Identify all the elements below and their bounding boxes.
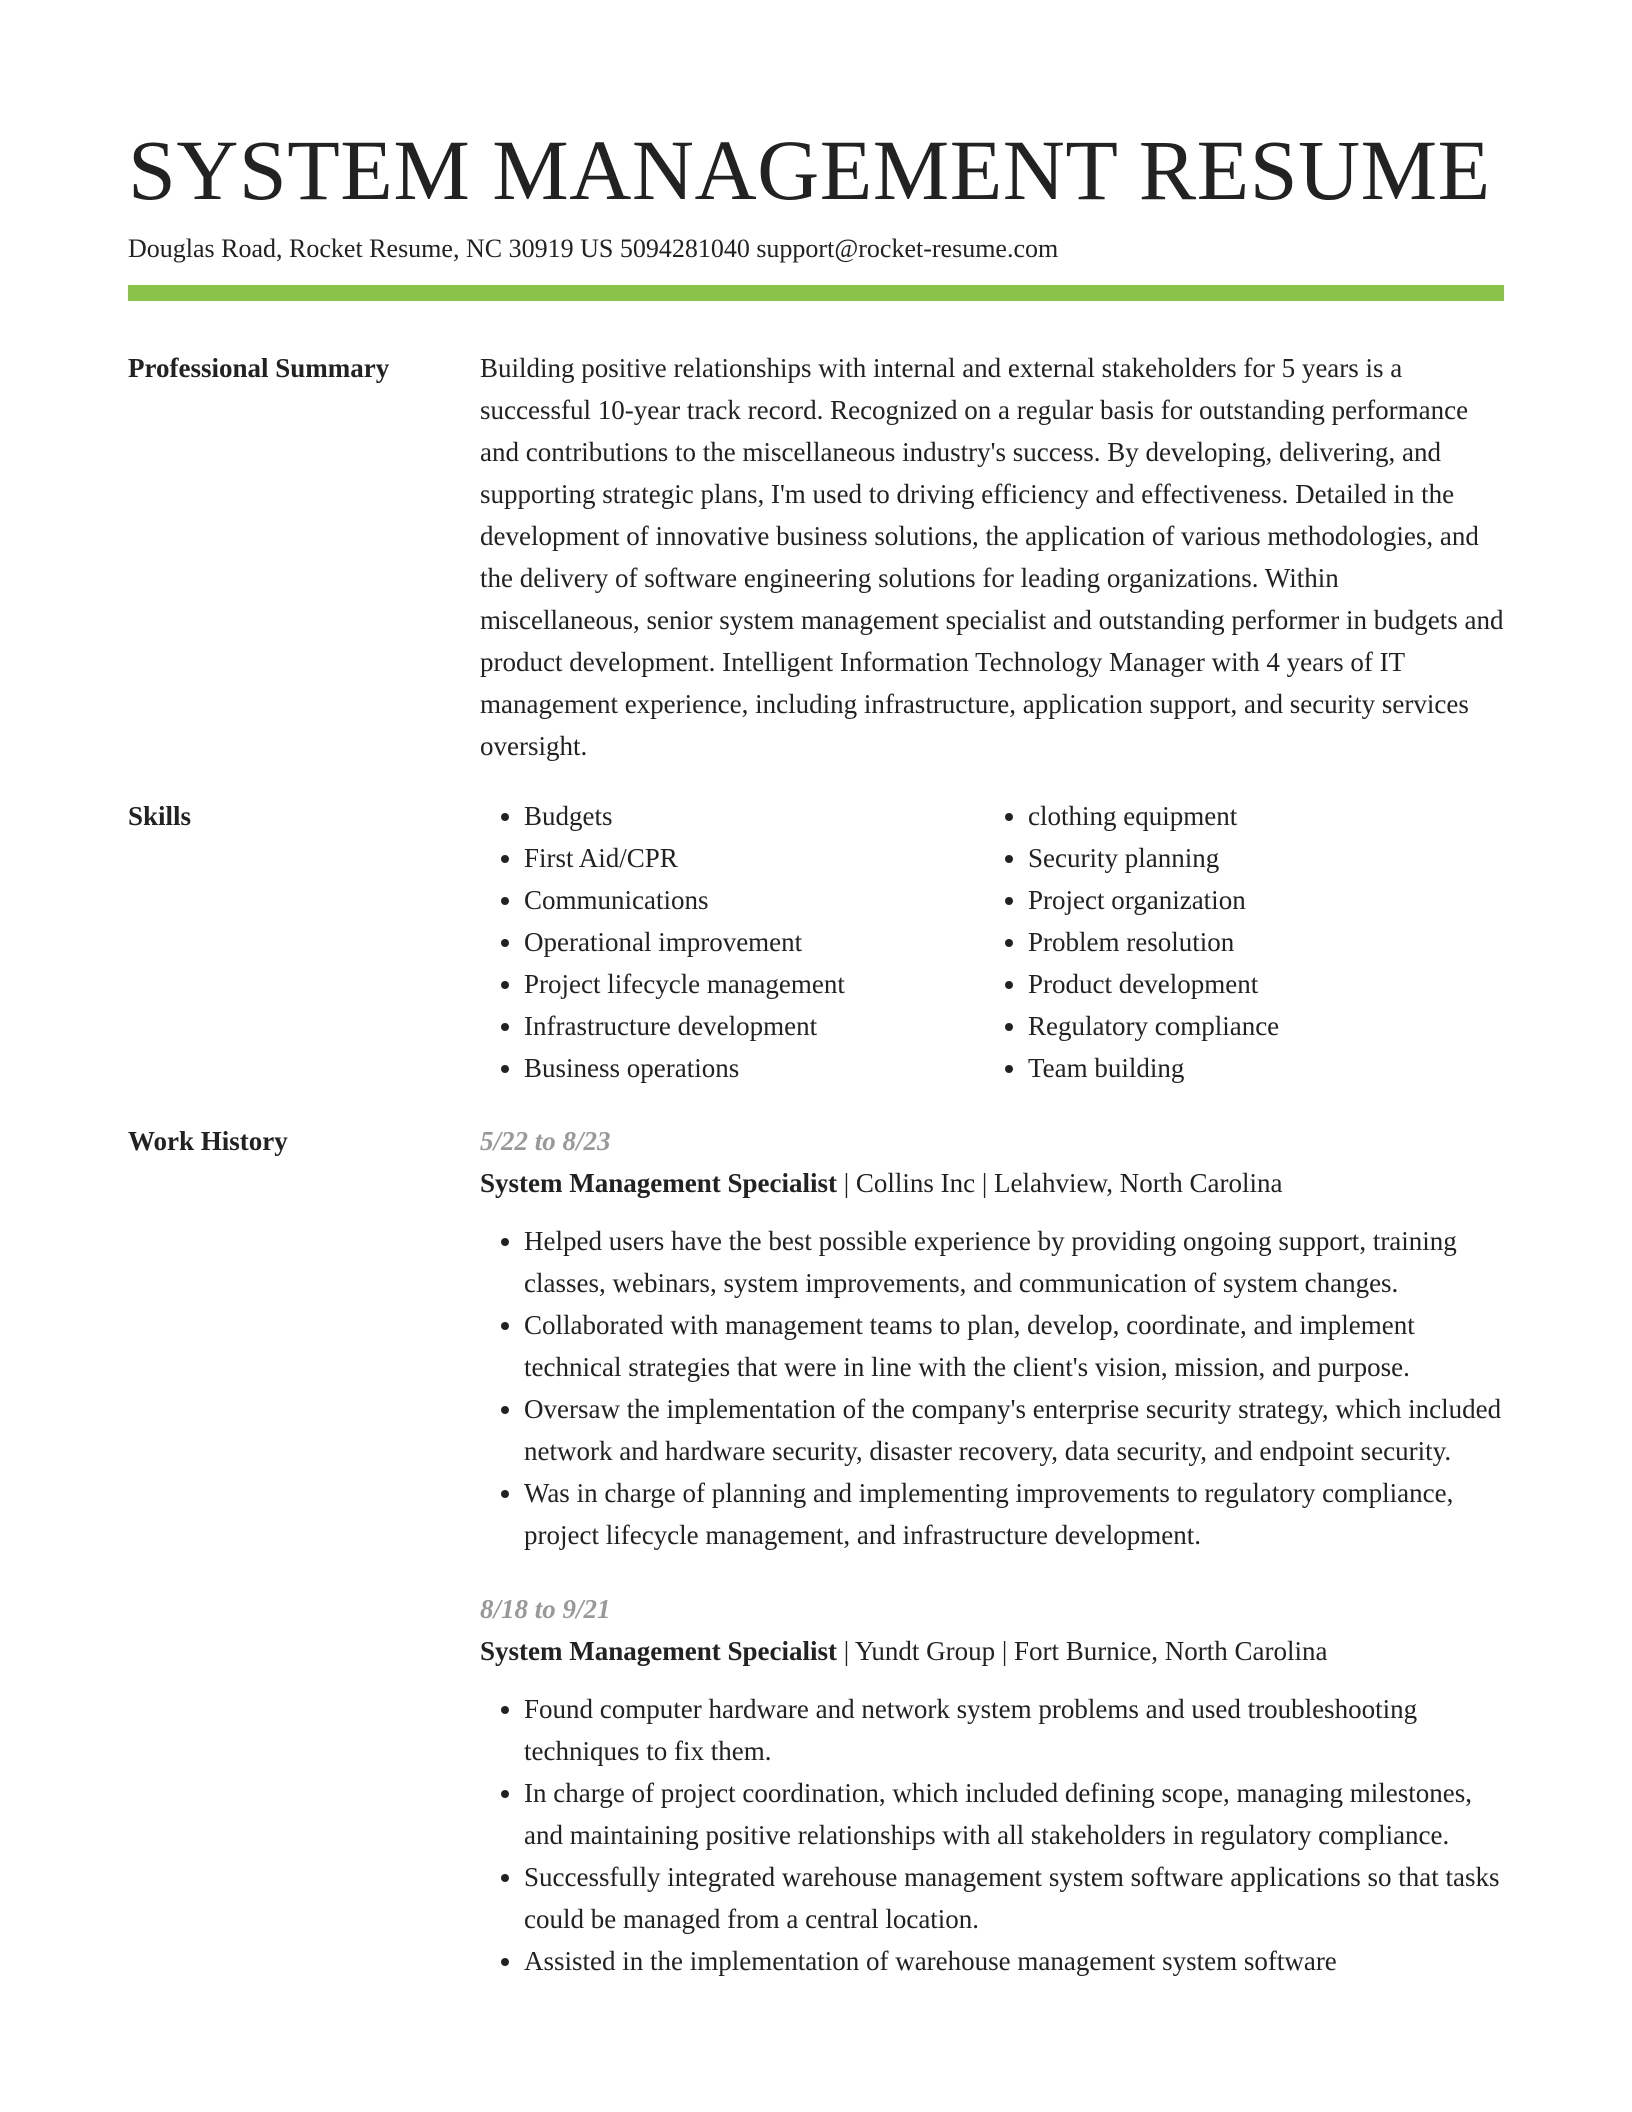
job-separator: | (836, 1168, 856, 1198)
skill-item: • clothing equipment (1028, 795, 1488, 837)
skills-list-left (480, 795, 984, 1089)
skill-item: • Infrastructure development (524, 1005, 984, 1047)
job-location: Lelahview, North Carolina (994, 1168, 1283, 1198)
skill-item: • Business operations (524, 1047, 984, 1089)
job-separator: | (975, 1168, 995, 1198)
job-company: Yundt Group (854, 1636, 996, 1666)
summary-label: Professional Summary (128, 353, 390, 383)
skill-item: • Project organization (1028, 879, 1488, 921)
job-separator: | (995, 1636, 1015, 1666)
job-entry (480, 1588, 1504, 1982)
contact-email: support@rocket-resume.com (756, 234, 1059, 263)
work-history-label: Work History (128, 1126, 288, 1156)
job-bullet: • Found computer hardware and network system problems and used troubleshooting techniques to fix them. (524, 1688, 1504, 1772)
skill-item: • Product development (1028, 963, 1488, 1005)
job-title: System Management Specialist (480, 1636, 837, 1666)
job-entry (480, 1120, 1504, 1556)
skills-section (128, 795, 1504, 1095)
skill-item: • Problem resolution (1028, 921, 1488, 963)
work-history-body (480, 1120, 1504, 1982)
skill-item: • Budgets (524, 795, 984, 837)
job-dates: 5/22 to 8/23 (480, 1126, 611, 1156)
contact-phone: 5094281040 (619, 234, 750, 263)
skill-item: • Project lifecycle management (524, 963, 984, 1005)
job-separator: | (836, 1636, 855, 1666)
resume-title: SYSTEM MANAGEMENT RESUME (128, 122, 1491, 218)
job-heading (480, 1630, 1504, 1672)
job-bullet: • Helped users have the best possible experience by providing ongoing support, training classes, webinars, system improvements, and communication of system changes. (524, 1220, 1504, 1304)
skill-item: • Security planning (1028, 837, 1488, 879)
skill-item: • Operational improvement (524, 921, 984, 963)
skills-body (480, 795, 1504, 1089)
summary-text: Building positive relationships with internal and external stakeholders for 5 years is a successful 10-year track record. Recognized on a regular basis for outstanding performance and contributions to the miscellaneous industry's success. By developing, delivering, and supporting strategic plans, I'm used to driving efficiency and effectiveness. Detailed in the development of innovative business solutions, the application of various methodologies, and the delivery of software engineering solutions for leading organizations. Within miscellaneous, senior system management specialist and outstanding performer in budgets and product development. Intelligent Information Technology Manager with 4 years of IT management experience, including infrastructure, application support, and security services oversight. (480, 353, 1504, 761)
skill-item: • Communications (524, 879, 984, 921)
job-bullets (480, 1688, 1504, 1982)
job-bullet: • Assisted in the implementation of warehouse management system software (524, 1940, 1504, 1982)
job-bullet: • Oversaw the implementation of the company's enterprise security strategy, which included network and hardware security, disaster recovery, data security, and endpoint security. (524, 1388, 1504, 1472)
job-heading (480, 1162, 1504, 1204)
skills-list-right (984, 795, 1488, 1089)
skill-item: • Team building (1028, 1047, 1488, 1089)
summary-section (128, 347, 1504, 767)
contact-line (128, 231, 1058, 267)
skill-item: • First Aid/CPR (524, 837, 984, 879)
job-bullet: • Successfully integrated warehouse management system software applications so that tasks could be managed from a central location. (524, 1856, 1504, 1940)
job-bullet: • Collaborated with management teams to plan, develop, coordinate, and implement technical strategies that were in line with the client's vision, mission, and purpose. (524, 1304, 1504, 1388)
job-title: System Management Specialist (480, 1168, 837, 1198)
skills-label: Skills (128, 801, 192, 831)
skill-item: • Regulatory compliance (1028, 1005, 1488, 1047)
job-location: Fort Burnice, North Carolina (1014, 1636, 1328, 1666)
job-dates: 8/18 to 9/21 (480, 1594, 611, 1624)
header-accent-rule (128, 285, 1504, 301)
job-bullets (480, 1220, 1504, 1556)
summary-body (480, 347, 1504, 767)
job-bullet: • Was in charge of planning and implementing improvements to regulatory compliance, project lifecycle management, and infrastructure development. (524, 1472, 1504, 1556)
job-bullet: • In charge of project coordination, which included defining scope, managing milestones, and maintaining positive relationships with all stakeholders in regulatory compliance. (524, 1772, 1504, 1856)
contact-address: Douglas Road, Rocket Resume, NC 30919 US (128, 234, 614, 263)
job-company: Collins Inc (855, 1168, 976, 1198)
